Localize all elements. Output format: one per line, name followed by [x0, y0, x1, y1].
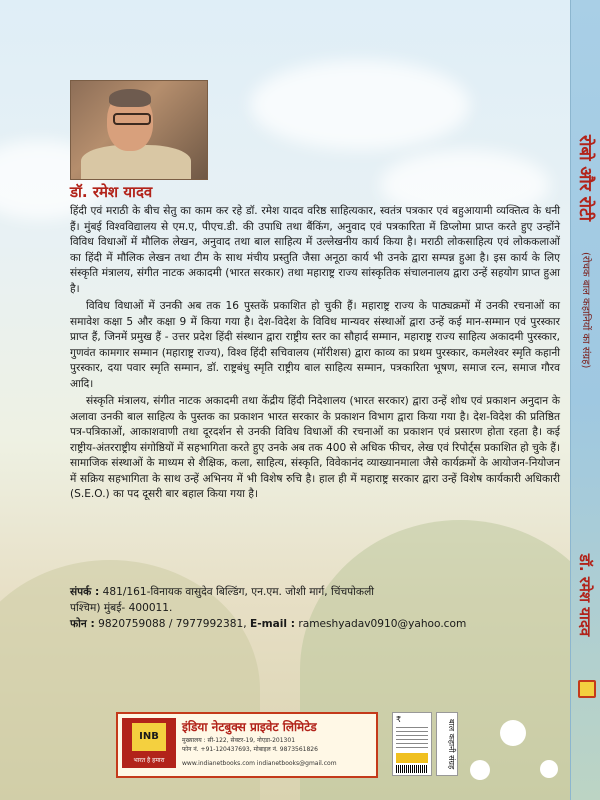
publisher-name: इंडिया नेटबुक्स प्राइवेट लिमिटेड — [182, 720, 317, 734]
address-label: संपर्क : — [70, 586, 100, 598]
bio-paragraph: संस्कृति मंत्रालय, संगीत नाटक अकादमी तथा केंद्रीय हिंदी निदेशालय (भारत सरकार) द्वारा उन्हें शोध एवं प्रकाशन अनुदान के अलावा उनकी बाल साहित्य के पुस्तक का प्रकाशन भारत सरकार के प्रकाशन विभाग द्वारा किया गया है। देश-विदेश की प्रतिष्ठित पत्र-पत्रिकाओं, आकाशवाणी तथा दूरदर्शन से उनकी विविध विधाओं की रचनाओं का प्रकाशन एवं प्रसारण होता रहता है। कई राष्ट्रीय-अंतरराष्ट्रीय संगोष्ठियों में सहभागिता करते हुए उनके अब तक 400 से अधिक फीचर, लेख एवं रिपोर्ट्स प्रकाशित हो चुके हैं। सामाजिक संस्थाओं के माध्यम से शैक्षिक, कला, साहित्य, संस्कृति, विवेकानंद व्याख्यानमाला जैसे कार्यक्रमों के आयोजन-नियोजन में सक्रिय सहभागिता के साथ उन्हें अभिनय में भी विशेष रुचि है। हाल ही में महाराष्ट्र सरकार द्वारा उन्हें विशेष कार्यकारी अधिकारी (S.E.O.) का पद दूसरी बार बहाल किया गया है। — [70, 395, 560, 500]
spine-publisher-logo — [578, 680, 596, 698]
spine-subtitle: (रोचक बाल कहानियों का संग्रह) — [580, 251, 591, 369]
rupee-icon: ₹ — [396, 715, 402, 724]
photo-glasses — [113, 113, 151, 125]
publisher-phone-line: फोन नं. +91-120437693, मोबाइल नं. 9873561826 — [182, 746, 318, 753]
phone-label: फोन : — [70, 618, 95, 630]
bio-paragraph: विविध विधाओं में उनकी अब तक 16 पुस्तकें प्रकाशित हो चुकी हैं। महाराष्ट्र राज्य के पाठ्यक्रमों में उनकी रचनाओं का समावेश कक्षा 5 और कक्षा 9 में किया गया है। देश-विदेश के विविध मान्यवर संस्थाओं द्वारा उन्हें कई मान-सम्मान एवं पुरस्कार प्राप्त हैं, जिनमें प्रमुख हैं - उत्तर प्रदेश हिंदी संस्थान द्वारा राष्ट्रीय स्तर का सौहार्द सम्मान, महाराष्ट्र राज्य साहित्य अकादमी पुरस्कार, गुणवंत कामगार सम्मान (महाराष्ट्र राज्य), विश्व हिंदी सचिवालय (मॉरीशस) द्वारा काव्य का प्रथम पुरस्कार, कमलेश्वर स्मृति कहानी पुरस्कार, दया पवार स्मृति सम्मान, डॉ. राष्ट्रबंधु स्मृति राष्ट्रीय बाल साहित्य सम्मान, पत्रकारिता भूषण, समाज रत्न, समाज गौरव आदि। — [70, 300, 560, 390]
address-value: 481/161-विनायक वासुदेव बिल्डिंग, एन.एम. जोशी मार्ग, चिंचपोकली — [102, 586, 374, 598]
email-label: E-mail : — [249, 618, 295, 630]
contact-block — [70, 584, 560, 632]
bio-paragraph: हिंदी एवं मराठी के बीच सेतु का काम कर रहे डॉ. रमेश यादव वरिष्ठ साहित्यकार, स्वतंत्र पत्रकार एवं बहुआयामी व्यक्तित्व के धनी हैं। मुंबई विश्वविद्यालय से एम.ए, पीएच.डी. की उपाधि तथा बैंकिंग, अनुवाद एवं पत्रकारिता में डिप्लोमा प्राप्त करते हुए उन्होंने विविध विधाओं में मौलिक लेखन, अनुवाद तथा बाल साहित्य में उल्लेखनीय कार्य किया है। मराठी लोकसाहित्य एवं लोककलाओं का हिंदी में मौलिक लेखन तथा टीम के साथ मंचीय प्रस्तुति जैसा अनूठा कार्य भी उनके द्वारा सम्पन्न हुआ है। इस कार्य के लिए संस्कृति मंत्रालय, संगीत नाटक अकादमी (भारत सरकार) तथा महाराष्ट्र राज्य सांस्कृतिक संचालनालय द्वारा उन्हें सहयोग प्राप्त हुआ है। — [70, 205, 560, 295]
flower-decoration — [540, 760, 558, 778]
price-details — [396, 727, 428, 749]
phone-email-line — [70, 616, 560, 632]
address-line-2: पश्चिम) मुंबई- 400011. — [70, 602, 173, 614]
publisher-website[interactable]: www.indianetbooks.com indianetbooks@gmail.com — [182, 760, 337, 767]
flower-decoration — [470, 760, 490, 780]
phone-value: 9820759088 / 7977992381, — [98, 618, 247, 630]
spine-author: डॉ. रमेश यादव — [576, 553, 594, 637]
price-box — [392, 712, 432, 776]
photo-hair — [109, 89, 151, 107]
address-line — [70, 584, 560, 600]
book-category: बाल कहानी संग्रह — [436, 712, 458, 776]
barcode — [396, 765, 428, 773]
barcode-label — [396, 753, 428, 763]
cloud — [250, 60, 470, 150]
author-bio — [70, 204, 560, 503]
publisher-box — [116, 712, 378, 778]
author-photo — [70, 80, 208, 180]
publisher-address — [182, 736, 372, 754]
publisher-address-line: मुख्यालय : सी-122, सेक्टर-19, नोएडा-201301 — [182, 737, 296, 744]
flower-decoration — [500, 720, 526, 746]
publisher-logo-mark: INB — [132, 723, 166, 751]
publisher-logo — [122, 718, 176, 768]
author-name: डॉ. रमेश यादव — [70, 183, 153, 201]
publisher-tagline: भारत है हमारा — [133, 757, 165, 764]
email-value[interactable]: rameshyadav0910@yahoo.com — [298, 618, 467, 630]
spine-title: रोबो और रोटी — [575, 134, 595, 221]
